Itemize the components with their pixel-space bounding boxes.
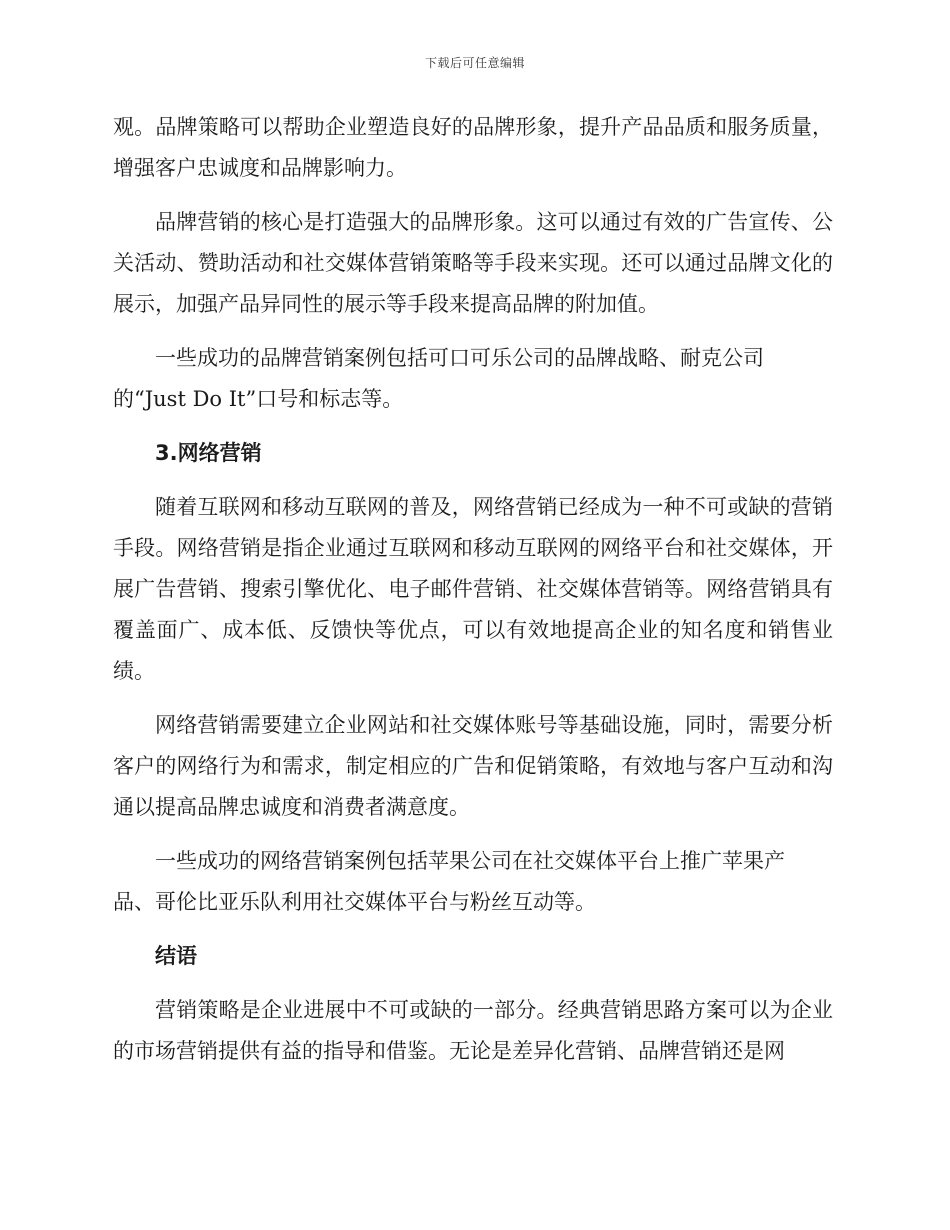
paragraph-brand-cases xyxy=(113,338,833,420)
network-cases-line-2: 品、哥伦比亚乐队利用社交媒体平台与粉丝互动等。 xyxy=(113,890,596,914)
brand-cases-line-1: 一些成功的品牌营销案例包括可口可乐公司的品牌战略、耐克公司 xyxy=(155,346,764,370)
paragraph-brand-strategy-continued: 观。品牌策略可以帮助企业塑造良好的品牌形象，提升产品品质和服务质量，增强客户忠诚度和品牌影响力。 xyxy=(113,115,833,180)
paragraph-network-cases xyxy=(113,841,833,923)
network-cases-line-1: 一些成功的网络营销案例包括苹果公司在社交媒体平台上推广苹果产 xyxy=(155,849,785,873)
section-heading-network-marketing: 3.网络营销 xyxy=(155,441,262,465)
paragraph-network-intro: 随着互联网和移动互联网的普及，网络营销已经成为一种不可或缺的营销手段。网络营销是指企业通过互联网和移动互联网的网络平台和社交媒体，开展广告营销、搜索引擎优化、电子邮件营销、社交媒体营销等。网络营销具有覆盖面广、成本低、反馈快等优点，可以有效地提高企业的知名度和销售业绩。 xyxy=(113,495,833,683)
paragraph-conclusion: 营销策略是企业进展中不可或缺的一部分。经典营销思路方案可以为企业的市场营销提供有益的指导和借鉴。无论是差异化营销、品牌营销还是网 xyxy=(113,998,833,1063)
document-body xyxy=(113,107,833,1085)
header-note: 下载后可任意编辑 xyxy=(424,56,525,70)
brand-cases-line-2: 的“Just Do It”口号和标志等。 xyxy=(113,387,404,411)
paragraph-network-requirements: 网络营销需要建立企业网站和社交媒体账号等基础设施，同时，需要分析客户的网络行为和需求，制定相应的广告和促销策略，有效地与客户互动和沟通以提高品牌忠诚度和消费者满意度。 xyxy=(113,713,833,819)
paragraph-brand-core: 品牌营销的核心是打造强大的品牌形象。这可以通过有效的广告宣传、公关活动、赞助活动和社交媒体营销策略等手段来实现。还可以通过品牌文化的展示，加强产品异同性的展示等手段来提高品牌的附加值。 xyxy=(113,210,833,316)
section-heading-conclusion: 结语 xyxy=(155,944,197,968)
